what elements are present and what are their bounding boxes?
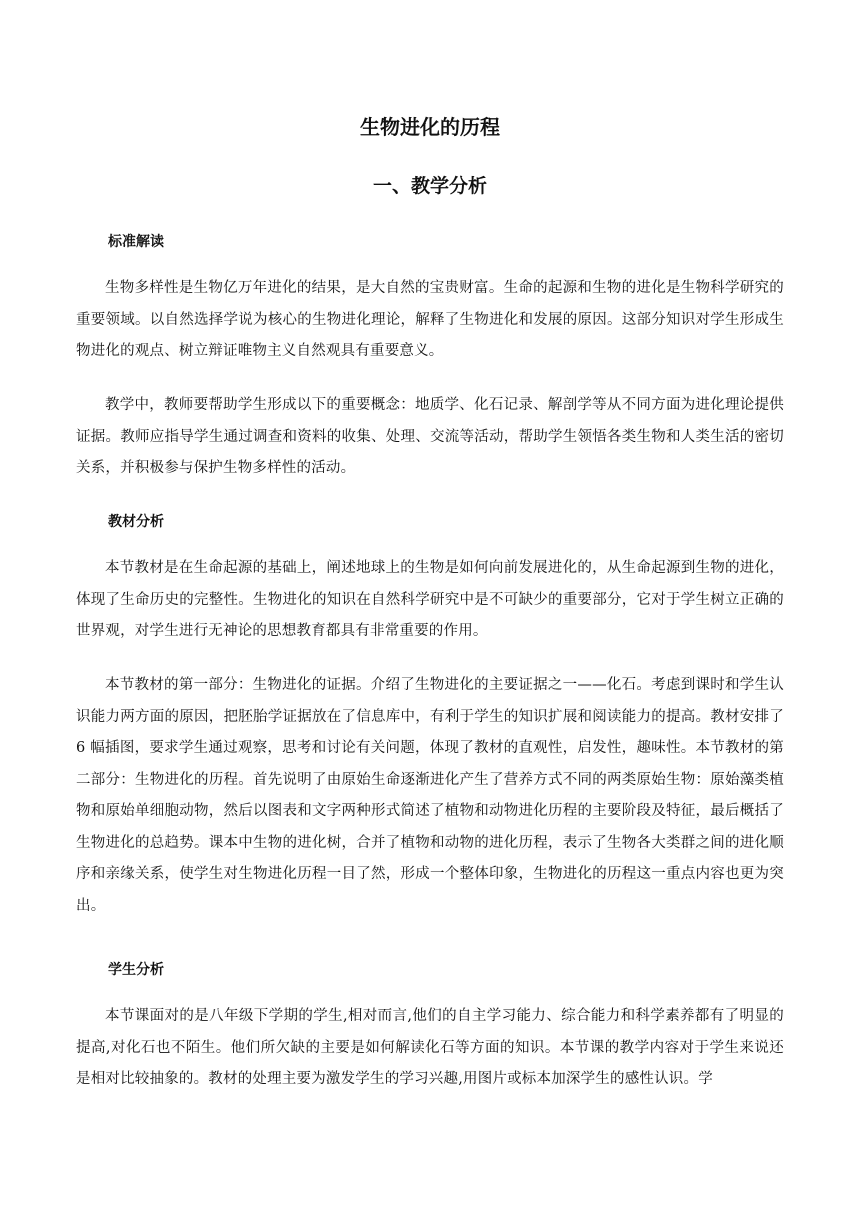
section-heading: 一、教学分析: [372, 175, 487, 197]
paragraph-standard-2: 教学中，教师要帮助学生形成以下的重要概念：地质学、化石记录、解剖学等从不同方面为进化理论提供证据。教师应指导学生通过调查和资料的收集、处理、交流等活动，帮助学生领悟各类生物和人类生活的密切关系，并积极参与保护生物多样性的活动。: [76, 397, 784, 476]
subheading-textbook: 教材分析: [108, 514, 164, 530]
paragraph-textbook-2: 本节教材的第一部分：生物进化的证据。介绍了生物进化的主要证据之一——化石。考虑到课时和学生认识能力两方面的原因，把胚胎学证据放在了信息库中，有利于学生的知识扩展和阅读能力的提高。教材安排了 6 幅插图，要求学生通过观察，思考和讨论有关问题，体现了教材的直观性，启发性，趣味性。本节教材的第二部分：生物进化的历程。首先说明了由原始生命逐渐进化产生了营养方式不同的两类原始生物：原始藻类植物和原始单细胞动物，然后以图表和文字两种形式简述了植物和动物进化历程的主要阶段及特征，最后概括了生物进化的总趋势。课本中生物的进化树，合并了植物和动物的进化历程，表示了生物各大类群之间的进化顺序和亲缘关系，使学生对生物进化历程一目了然，形成一个整体印象，生物进化的历程这一重点内容也更为突出。: [76, 677, 784, 914]
subheading-students: 学生分析: [108, 962, 164, 978]
paragraph-students-1: 本节课面对的是八年级下学期的学生,相对而言,他们的自主学习能力、综合能力和科学素养都有了明显的提高,对化石也不陌生。他们所欠缺的主要是如何解读化石等方面的知识。本节课的教学内容对于学生来说还是相对比较抽象的。教材的处理主要为激发学生的学习兴趣,用图片或标本加深学生的感性认识。学: [76, 1008, 784, 1087]
paragraph-standard-1: 生物多样性是生物亿万年进化的结果，是大自然的宝贵财富。生命的起源和生物的进化是生物科学研究的重要领域。以自然选择学说为核心的生物进化理论，解释了生物进化和发展的原因。这部分知识对学生形成生物进化的观点、树立辩证唯物主义自然观具有重要意义。: [76, 280, 784, 359]
paragraph-textbook-1: 本节教材是在生命起源的基础上，阐述地球上的生物是如何向前发展进化的，从生命起源到生物的进化，体现了生命历史的完整性。生物进化的知识在自然科学研究中是不可缺少的重要部分，它对于学生树立正确的世界观，对学生进行无神论的思想教育都具有非常重要的作用。: [76, 560, 784, 639]
subheading-standard: 标准解读: [108, 234, 164, 250]
document-title: 生物进化的历程: [360, 115, 500, 139]
